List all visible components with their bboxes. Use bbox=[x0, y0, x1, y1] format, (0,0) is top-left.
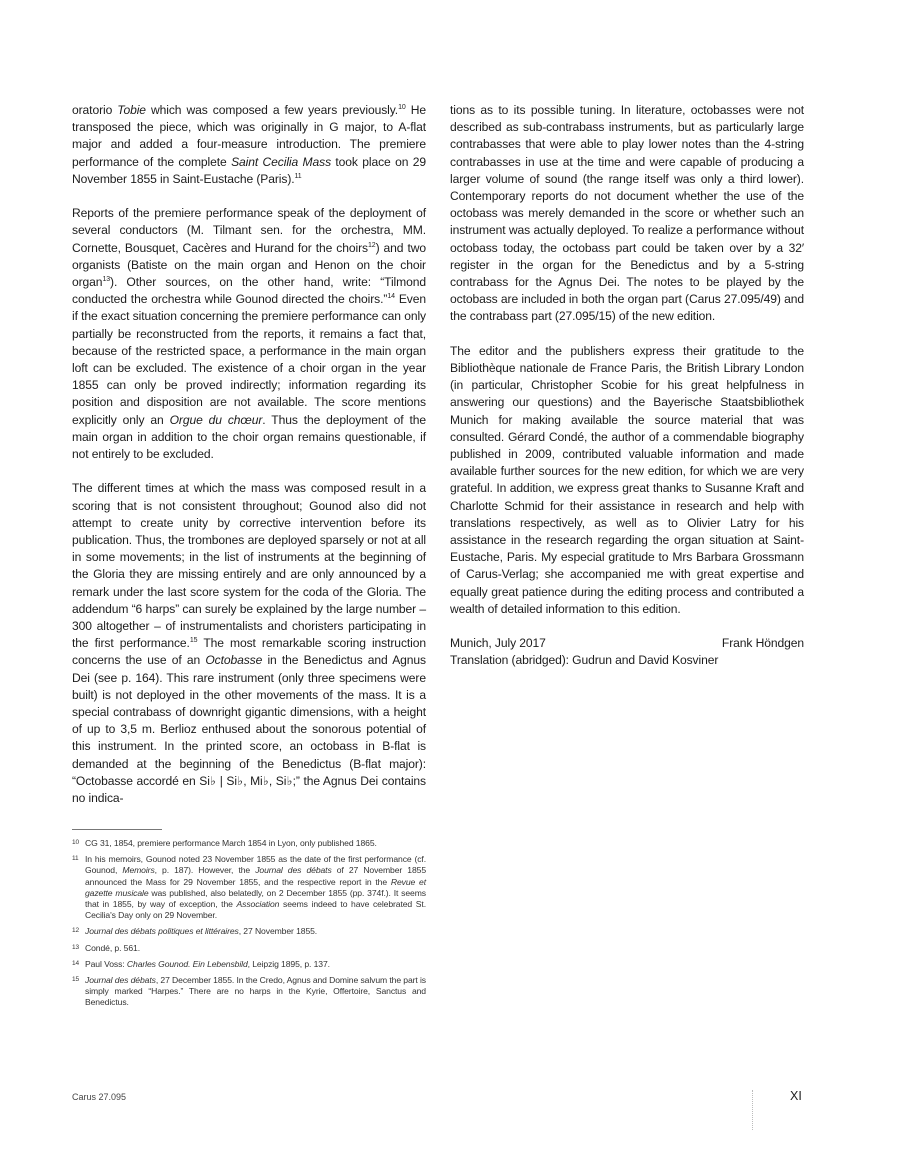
footnote-ref-12[interactable]: 12 bbox=[367, 241, 376, 249]
footnote-15 bbox=[72, 975, 426, 1009]
paragraph-scoring: The different times at which the mass was composed result in a scoring that is not consistent throughout; Gounod also did not attempt to create unity by corrective intervention before its publication. Thus, the trombones are deployed sparsely or not at all in some movements; in the list of instruments at the beginning of the Gloria they are missing entirely and are only announced by a remark under the last score system for the coda of the Gloria. The addendum “6 harps” can surely be explained by the large number – 300 altogether – of instrumentalists and choristers participating in the first performance.$^{15}$ The most remarkable scoring instruction concerns the use of an Octobasse in the Benedictus and Agnus Dei (see p. 164). This rare instrument (only three specimens were built) is not deployed in the other movements of the mass. It is a special contrabass of downright gigantic dimensions, with a height of up to 3,5 m. Berlioz enthused about the sonorous potential of this instrument. In the printed score, an octobass in B-flat is demanded at the beginning of the Benedictus (B-flat major): “Octobasse accordé en Si♭ | Si♭, Mi♭, Si♭;” the Agnus Dei contains no indica- bbox=[72, 481, 426, 806]
footnote-10 bbox=[72, 838, 426, 849]
paragraph-premiere-reports: Reports of the premiere performance speak of the deployment of several conductors (M. Tilmant sen. for the orchestra, MM. Cornette, Bousquet, Cacères and Hurand for the choirs$^{12}$) and two organists (Batiste on the main organ and Henon on the choir organ$^{13}$). Other sources, on the other hand, write: “Tilmond conducted the orchestra while Gounod directed the choirs.”$^{14}$ Even if the exact situation concerning the premiere performance can only partially be reconstructed from the reports, it remains a fact that, because of the restricted space, a performance in the main organ loft can be excluded. The existence of a choir organ in the year 1855 can only be proved indirectly; information regarding its position and disposition are not available. The score mentions explicitly only an Orgue du chœur. Thus the deployment of the main organ in addition to the choir organ remains questionable, if not entirely to be excluded. bbox=[72, 206, 426, 462]
paragraph-oratorio-tobie: oratorio Tobie which was composed a few years previously.$^{10}$ He transposed the piece, which was originally in G major, to A-flat major and added a four-measure introduction. The premiere performance of the complete Saint Cecilia Mass took place on 29 November 1855 in Saint-Eustache (Paris).$^{11}$ bbox=[72, 103, 426, 186]
footnote-text: Paul Voss: Charles Gounod. Ein Lebensbild, Leipzig 1895, p. 137. bbox=[85, 958, 330, 969]
footnote-14 bbox=[72, 959, 426, 970]
footnote-number: 10 bbox=[72, 839, 80, 846]
paragraph-acknowledgements: The editor and the publishers express their gratitude to the Bibliothèque nationale de France Paris, the British Library London (in particular, Christopher Scobie for his great helpfulness in answering our questions) and the Bayerische Staatsbibliothek Munich for making available the source material that was consulted. Gérard Condé, the author of a commendable biography published in 2009, contributed valuable information and made available further sources for the new edition, for which we are very grateful. In addition, we express great thanks to Susanne Kraft and Charlotte Schmid for their assistance in research and help with translations respectively, as well as to Olivier Latry for his assistance in the research regarding the organ situation at Saint-Eustache, Paris. My especial gratitude to Mrs Barbara Grossmann of Carus-Verlag; she accompanied me with great expertise and equally great patience during the editing process and contributed a wealth of detailed information to this edition. bbox=[450, 343, 804, 616]
footnote-text: Journal des débats politiques et littéraires, 27 November 1855. bbox=[85, 926, 318, 937]
translation-credit: Translation (abridged): Gudrun and David Kosviner bbox=[450, 653, 719, 668]
footnote-number: 13 bbox=[72, 943, 80, 951]
footnote-ref-11[interactable]: 11 bbox=[294, 172, 302, 180]
page-number: XI bbox=[790, 1089, 802, 1103]
left-column bbox=[72, 102, 426, 824]
footnote-ref-15[interactable]: 15 bbox=[189, 637, 198, 645]
catalog-number: Carus 27.095 bbox=[72, 1092, 127, 1102]
footnote-text: Journal des débats, 27 December 1855. In the Credo, Agnus and Domine salvum the part is simply marked “Harpes.” There are no harps in the Kyrie, Offertoire, Sanctus and Benedictus. bbox=[85, 975, 426, 1008]
footnote-11 bbox=[72, 854, 426, 921]
paragraph-octobass-tuning: tions as to its possible tuning. In literature, octobasses were not described as sub-contrabass instruments, but as particularly large contrabasses that were able to play lower notes than the 4-string contrabasses in use at the time and were capable of producing a larger volume of sound (the range itself was only a third lower). Contemporary reports do not document whether the use of the octobass was merely demanded in the score or whether such an instrument was actually deployed. To realize a performance without octobass today, the octobass part could be taken over by a 32′ register in the organ for the Benedictus and by a 5-string contrabass for the Agnus Dei. The notes to be played by the octobass are included in both the organ part (Carus 27.095/49) and the contrabass part (27.095/15) of the new edition. bbox=[450, 103, 804, 324]
footnote-13 bbox=[72, 943, 426, 954]
footnote-12 bbox=[72, 926, 426, 937]
footnote-text: Condé, p. 561. bbox=[85, 942, 140, 953]
footnote-number: 11 bbox=[72, 855, 79, 863]
place-date: Munich, July 2017 bbox=[450, 636, 546, 651]
footnote-number: 15 bbox=[72, 976, 80, 984]
footnote-text: CG 31, 1854, premiere performance March 1854 in Lyon, only published 1865. bbox=[85, 838, 377, 848]
footnotes bbox=[72, 838, 426, 1014]
footnote-number: 14 bbox=[72, 959, 80, 967]
right-column bbox=[450, 102, 804, 670]
footnote-divider bbox=[72, 829, 162, 830]
footnote-number: 12 bbox=[72, 927, 80, 935]
footnote-ref-14[interactable]: 14 bbox=[387, 293, 395, 301]
signature-line bbox=[450, 635, 804, 652]
footnote-text: In his memoirs, Gounod noted 23 November 1855 as the date of the first performance (cf. Gounod, Memoirs, p. 187). However, the Journal des débats of 27 November 1855 announced the Mass for 29 November 1855, and the respective report in the Revue et gazette musicale was published, also belatedly, on 2 December 1855 (pp. 374f.). It seems that in 1855, by way of exception, the Association seems indeed to have celebrated St. Cecilia's Day only on 29 November. bbox=[85, 854, 426, 921]
page-edge-marks bbox=[752, 1090, 755, 1130]
author-name: Frank Höndgen bbox=[721, 636, 804, 651]
footnote-ref-10[interactable]: 10 bbox=[398, 104, 406, 111]
footnote-ref-13[interactable]: 13 bbox=[102, 276, 111, 284]
